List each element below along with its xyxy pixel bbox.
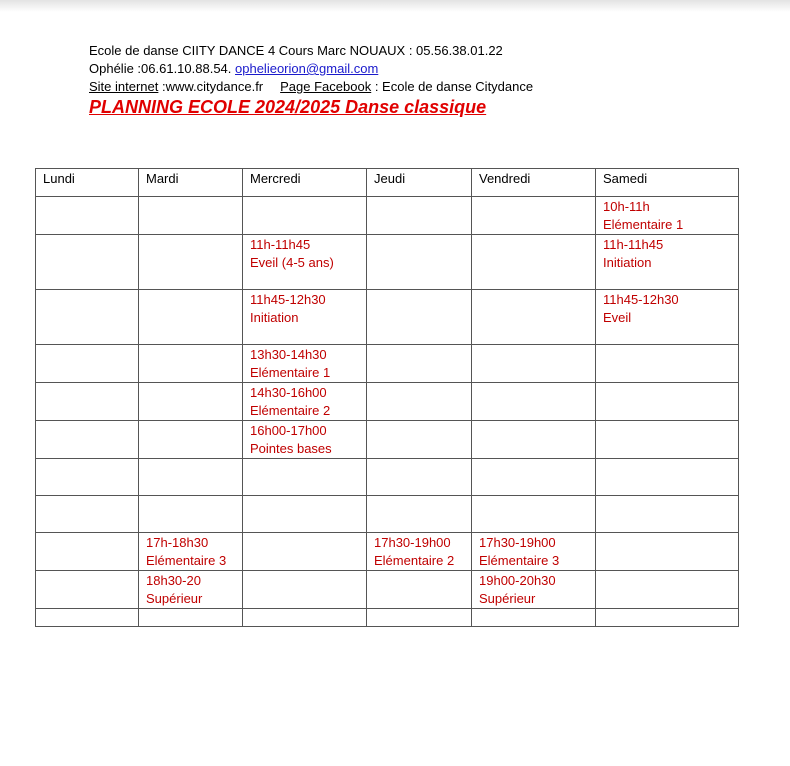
- class-time: 11h-11h45: [250, 237, 311, 252]
- table-row: [36, 290, 739, 345]
- facebook-label: Page Facebook: [280, 79, 372, 94]
- table-cell: [472, 383, 596, 421]
- table-cell: [139, 383, 243, 421]
- table-cell: [139, 345, 243, 383]
- table-cell: [367, 496, 472, 533]
- table-cell: [139, 609, 243, 627]
- class-time: 18h30-20: [146, 573, 201, 588]
- table-cell: [139, 197, 243, 235]
- table-cell: [139, 459, 243, 496]
- class-time: 13h30-14h30: [250, 347, 327, 362]
- class-cell-samedi-1: [596, 197, 739, 235]
- day-header-mercredi: Mercredi: [243, 169, 367, 197]
- class-name: Initiation: [603, 255, 652, 270]
- table-row: [36, 533, 739, 571]
- day-header-row: [36, 169, 739, 197]
- table-cell: [472, 421, 596, 459]
- table-cell: [367, 290, 472, 345]
- table-cell: [596, 421, 739, 459]
- class-time: 11h45-12h30: [603, 292, 679, 307]
- class-time: 17h30-19h00: [374, 535, 451, 550]
- table-cell: [36, 533, 139, 571]
- day-header-samedi: Samedi: [596, 169, 739, 197]
- class-time: 11h45-12h30: [250, 292, 326, 307]
- table-cell: [243, 571, 367, 609]
- table-cell: [36, 290, 139, 345]
- day-header-jeudi: Jeudi: [367, 169, 472, 197]
- table-cell: [367, 345, 472, 383]
- school-header: [89, 42, 533, 96]
- table-cell: [367, 421, 472, 459]
- table-cell: [36, 235, 139, 290]
- table-row: [36, 609, 739, 627]
- table-cell: [472, 235, 596, 290]
- table-cell: [472, 609, 596, 627]
- table-cell: [472, 459, 596, 496]
- table-cell: [596, 533, 739, 571]
- table-cell: [36, 421, 139, 459]
- class-name: Elémentaire 3: [479, 553, 560, 568]
- class-cell-mercredi-5: [243, 421, 367, 459]
- class-cell-mardi-1: [139, 533, 243, 571]
- class-name: Elémentaire 2: [250, 403, 331, 418]
- class-name: Eveil: [603, 310, 632, 325]
- table-cell: [36, 459, 139, 496]
- class-time: 19h00-20h30: [479, 573, 556, 588]
- table-cell: [243, 496, 367, 533]
- table-cell: [367, 383, 472, 421]
- table-cell: [367, 235, 472, 290]
- table-row: [36, 345, 739, 383]
- table-row: [36, 571, 739, 609]
- class-cell-vendredi-2: [472, 571, 596, 609]
- class-cell-mardi-2: [139, 571, 243, 609]
- table-cell: [472, 290, 596, 345]
- class-time: 10h-11h: [603, 199, 650, 214]
- table-cell: [139, 421, 243, 459]
- table-row: [36, 235, 739, 290]
- table-cell: [36, 496, 139, 533]
- site-value: :www.citydance.fr: [158, 79, 264, 94]
- table-cell: [367, 197, 472, 235]
- planning-table: [35, 168, 739, 627]
- table-cell: [596, 459, 739, 496]
- table-cell: [472, 197, 596, 235]
- table-cell: [36, 383, 139, 421]
- table-cell: [139, 290, 243, 345]
- page-top-shadow: [0, 0, 790, 12]
- table-cell: [596, 609, 739, 627]
- class-time: 17h-18h30: [146, 535, 209, 550]
- table-cell: [367, 609, 472, 627]
- table-cell: [596, 383, 739, 421]
- phone-text: Ophélie :06.61.10.88.54.: [89, 61, 236, 76]
- class-name: Elémentaire 1: [250, 365, 331, 380]
- class-cell-mercredi-2: [243, 290, 367, 345]
- table-cell: [243, 197, 367, 235]
- web-line: [89, 78, 533, 96]
- table-cell: [367, 459, 472, 496]
- table-cell: [596, 496, 739, 533]
- class-cell-samedi-3: [596, 290, 739, 345]
- class-name: Eveil (4-5 ans): [250, 255, 334, 270]
- table-cell: [243, 459, 367, 496]
- table-cell: [36, 345, 139, 383]
- class-name: Pointes bases: [250, 441, 332, 456]
- planning-title: PLANNING ECOLE 2024/2025 Danse classique: [89, 97, 487, 117]
- table-cell: [139, 235, 243, 290]
- class-cell-jeudi-1: [367, 533, 472, 571]
- table-cell: [36, 197, 139, 235]
- facebook-value: : Ecole de danse Citydance: [371, 79, 534, 94]
- table-row: [36, 459, 739, 496]
- table-cell: [596, 571, 739, 609]
- site-label: Site internet: [89, 79, 159, 94]
- class-name: Initiation: [250, 310, 299, 325]
- table-cell: [36, 571, 139, 609]
- class-cell-vendredi-1: [472, 533, 596, 571]
- class-name: Elémentaire 3: [146, 553, 227, 568]
- class-cell-mercredi-3: [243, 345, 367, 383]
- table-cell: [36, 609, 139, 627]
- table-cell: [139, 496, 243, 533]
- school-address-line: Ecole de danse CIITY DANCE 4 Cours Marc NOUAUX : 05.56.38.01.22: [89, 43, 503, 58]
- table-cell: [472, 496, 596, 533]
- class-time: 14h30-16h00: [250, 385, 327, 400]
- class-name: Elémentaire 2: [374, 553, 455, 568]
- class-time: 17h30-19h00: [479, 535, 556, 550]
- table-row: [36, 197, 739, 235]
- table-cell: [472, 345, 596, 383]
- table-cell: [243, 609, 367, 627]
- class-cell-samedi-2: [596, 235, 739, 290]
- class-cell-mercredi-1: [243, 235, 367, 290]
- class-time: 11h-11h45: [603, 237, 664, 252]
- table-row: [36, 421, 739, 459]
- table-cell: [596, 345, 739, 383]
- table-row: [36, 383, 739, 421]
- class-cell-mercredi-4: [243, 383, 367, 421]
- class-name: Supérieur: [479, 591, 536, 606]
- class-name: Supérieur: [146, 591, 203, 606]
- table-cell: [367, 571, 472, 609]
- class-name: Elémentaire 1: [603, 217, 684, 232]
- email-link[interactable]: ophelieorion@gmail.com: [235, 61, 379, 76]
- table-cell: [243, 533, 367, 571]
- day-header-lundi: Lundi: [36, 169, 139, 197]
- contact-line: [89, 60, 533, 78]
- day-header-vendredi: Vendredi: [472, 169, 596, 197]
- day-header-mardi: Mardi: [139, 169, 243, 197]
- class-time: 16h00-17h00: [250, 423, 327, 438]
- table-row: [36, 496, 739, 533]
